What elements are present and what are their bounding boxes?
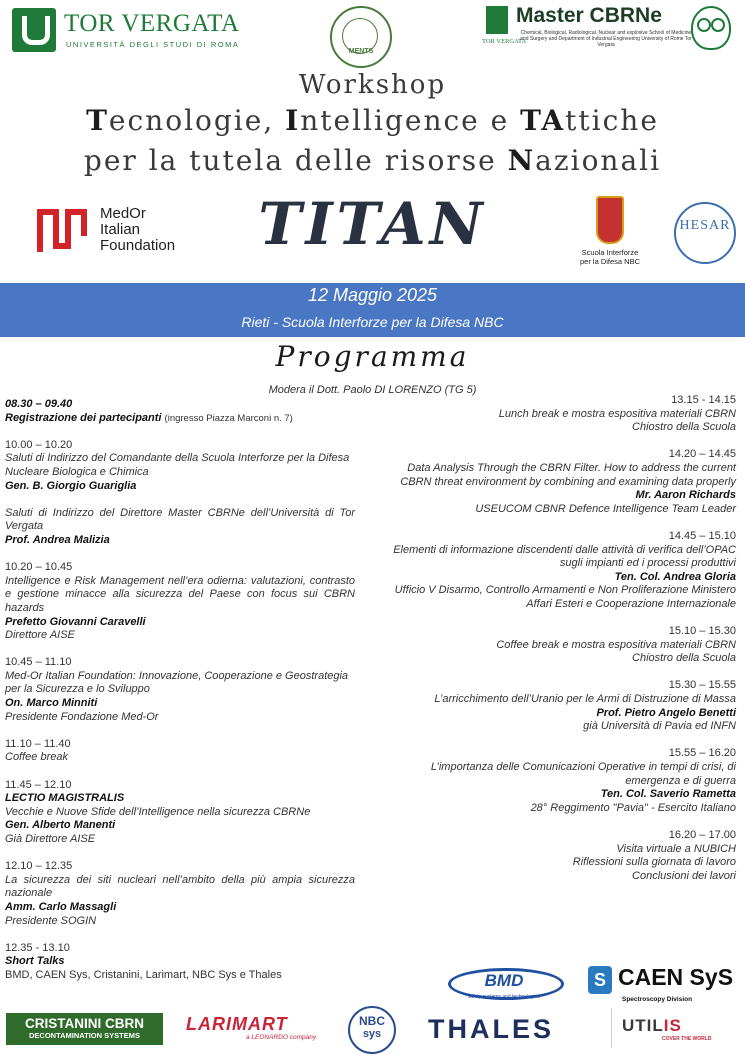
cristanini-name: CRISTANINI CBRN xyxy=(25,1016,144,1031)
scuola-line: Scuola Interforze xyxy=(581,248,639,257)
program-right-column xyxy=(386,394,736,897)
item-time: 12.10 – 12.35 xyxy=(5,860,73,873)
medor-line: Italian xyxy=(100,221,141,238)
scuola-text xyxy=(570,248,650,266)
program-item xyxy=(386,394,736,435)
event-place: Rieti - Scuola Interforze per la Difesa NBC xyxy=(241,314,504,330)
item-time: 14.20 – 14.45 xyxy=(668,448,736,461)
caen-subtitle: Spectroscopy Division xyxy=(622,996,693,1003)
title-line-3 xyxy=(0,144,745,177)
owl-icon xyxy=(691,6,731,50)
item-desc: Saluti di Indirizzo del Comandante della Scuola Interforze per la Difesa Nucleare Biologica e Chimica xyxy=(5,452,350,478)
item-desc: La sicurezza dei siti nucleari nell’ambito della più ampia sicurezza nazionale xyxy=(5,873,355,900)
item-role: Presidente Fondazione Med-Or xyxy=(5,710,159,723)
program-item xyxy=(386,679,736,733)
item-time: 16.20 – 17.00 xyxy=(668,829,736,841)
bmd-name: BMD xyxy=(484,971,524,990)
acronym-letter-i: I xyxy=(285,104,301,137)
item-desc: Coffee break e mostra espositiva materiali CBRN xyxy=(496,638,736,651)
item-time: 13.15 - 14.15 xyxy=(671,394,736,406)
item-role: USEUCOM CBNR Defence Intelligence Team Leader xyxy=(475,502,736,515)
cbrne-mark-icon xyxy=(486,6,508,34)
event-date: 12 Maggio 2025 xyxy=(307,285,438,305)
hesar-logo xyxy=(674,202,736,264)
program-item xyxy=(5,942,355,983)
item-speaker: Prof. Pietro Angelo Benetti xyxy=(596,706,736,719)
acronym-letter-n: N xyxy=(507,144,536,177)
item-role: Già Direttore AISE xyxy=(5,833,96,845)
item-note: (ingresso Piazza Marconi n. 7) xyxy=(164,412,293,424)
program-item xyxy=(386,625,736,666)
item-desc: Saluti di Indirizzo del Direttore Master CBRNe dell’Università di Tor Vergata xyxy=(5,506,355,533)
scuola-line: per la Difesa NBC xyxy=(579,257,641,266)
utilis-name-b: IS xyxy=(663,1016,682,1035)
cristanini-subtitle: DECONTAMINATION SYSTEMS xyxy=(29,1031,140,1040)
item-time: 15.55 – 16.20 xyxy=(668,747,736,760)
item-role: Chiostro della Scuola xyxy=(632,652,736,665)
tor-vergata-mark-icon xyxy=(12,8,56,52)
nbc-subtitle: sys xyxy=(362,1028,382,1040)
medor-line: Foundation xyxy=(100,237,176,254)
item-time: 14.45 – 15.10 xyxy=(668,529,736,542)
item-speaker: Prof. Andrea Malizia xyxy=(5,533,110,546)
title-part: ecnologie, xyxy=(108,104,286,137)
item-role: Presidente SOGIN xyxy=(5,914,97,927)
item-time: 10.00 – 10.20 xyxy=(5,438,73,451)
item-desc: Registrazione dei partecipanti (ingresso Piazza Marconi n. 7) xyxy=(5,411,293,424)
item-time: 11.10 – 11.40 xyxy=(5,737,71,750)
item-time: 10.45 – 11.10 xyxy=(5,656,72,669)
item-time: 11.45 – 12.10 xyxy=(5,778,72,791)
item-desc: L’importanza delle Comunicazioni Operative in tempi di crisi, di emergenza e di guerra xyxy=(430,761,736,787)
utilis-logo xyxy=(618,1016,738,1048)
master-cbrne-logo xyxy=(482,4,731,58)
item-desc: Coffee break xyxy=(5,751,68,764)
bmd-logo xyxy=(448,968,560,1002)
program-item xyxy=(5,507,355,548)
item-label: LECTIO MAGISTRALIS xyxy=(5,792,125,805)
program-item xyxy=(5,439,355,493)
item-role: Conclusioni dei lavori xyxy=(632,869,736,882)
item-role: 28° Reggimento "Pavia" - Esercito Italiano xyxy=(530,801,736,814)
item-role: già Università di Pavia ed INFN xyxy=(583,720,736,733)
medor-line: MedOr xyxy=(100,205,146,222)
acronym-letter-t: T xyxy=(86,104,109,137)
program-item xyxy=(5,738,355,765)
program-item xyxy=(386,448,736,516)
program-item xyxy=(5,561,355,643)
item-speaker: Gen. Alberto Manenti xyxy=(5,819,116,832)
item-desc: Lunch break e mostra espositiva materiali CBRN xyxy=(498,407,736,420)
titan-title: TITAN xyxy=(258,190,487,258)
larimart-subtitle: a LEONARDO company xyxy=(246,1034,317,1041)
item-speaker: On. Marco Minniti xyxy=(5,697,98,710)
title-part: azionali xyxy=(535,144,662,177)
bmd-subtitle: safety systems and technologies xyxy=(467,994,541,1000)
item-role: Direttore AISE xyxy=(5,629,75,642)
caen-logo xyxy=(588,964,738,1006)
title-part: ntelligence e xyxy=(300,104,521,137)
program-item xyxy=(5,398,355,425)
title-line-2 xyxy=(0,104,745,137)
caen-name: CAEN SyS xyxy=(618,964,734,990)
program-left-column xyxy=(5,398,355,996)
hesar-text: HESAR xyxy=(679,218,731,233)
shield-icon xyxy=(596,196,624,244)
item-time: 15.30 – 15.55 xyxy=(668,679,736,692)
master-seal-logo xyxy=(330,6,392,68)
item-time: 08.30 – 09.40 xyxy=(5,398,73,410)
tor-vergata-subtitle: UNIVERSITÀ DEGLI STUDI DI ROMA xyxy=(66,40,240,49)
thales-logo: THALES xyxy=(428,1014,554,1044)
item-role: Riflessioni sulla giornata di lavoro xyxy=(572,856,736,869)
program-heading: Programma xyxy=(275,340,470,373)
item-role: Ufficio V Disarmo, Controllo Armamenti e Non Proliferazione Ministero Affari Esteri e Cooperazione Internazionale xyxy=(394,584,736,610)
item-desc: Vecchie e Nuove Sfide dell’Intelligence nella sicurezza CBRNe xyxy=(5,805,311,818)
cbrne-title: Master CBRNe xyxy=(516,4,662,27)
larimart-name: LARIMART xyxy=(186,1014,288,1034)
program-item xyxy=(386,829,736,883)
acronym-letters-ta: TA xyxy=(520,104,566,137)
cristanini-logo xyxy=(6,1013,163,1045)
item-role: Chiostro della Scuola xyxy=(632,421,736,434)
tor-vergata-name: TOR VERGATA xyxy=(64,10,240,37)
item-time: 10.20 – 10.45 xyxy=(5,561,73,574)
item-speaker: Amm. Carlo Massagli xyxy=(5,900,117,913)
item-desc: Intelligence e Risk Management nell’era odierna: valutazioni, contrasto e gestione minacce alla sicurezza del Paese con focus sui CBRN hazards xyxy=(5,574,355,614)
item-speaker: Gen. B. Giorgio Guariglia xyxy=(5,479,137,492)
utilis-name xyxy=(622,1016,682,1036)
program-item xyxy=(386,530,736,612)
item-speaker: Mr. Aaron Richards xyxy=(635,489,736,502)
program-item xyxy=(5,860,355,928)
item-desc: L’arricchimento dell’Uranio per le Armi di Distruzione di Massa xyxy=(434,693,736,706)
utilis-subtitle: COVER THE WORLD xyxy=(662,1036,712,1042)
item-speaker: Ten. Col. Andrea Gloria xyxy=(614,570,736,583)
item-desc: Elementi di informazione discendenti dalle attività di verifica dell’OPAC sugli impianti ed i processi produttivi xyxy=(393,543,736,570)
seal-text: MENTS xyxy=(348,48,374,55)
program-item xyxy=(5,656,355,724)
item-time: 15.10 – 15.30 xyxy=(668,625,736,638)
program-item xyxy=(5,779,355,847)
item-speaker: Prefetto Giovanni Caravelli xyxy=(5,615,146,628)
workshop-label: Workshop xyxy=(298,70,447,100)
moderator-line: Modera il Dott. Paolo DI LORENZO (TG 5) xyxy=(268,384,477,396)
nbc-name: NBC xyxy=(359,1014,385,1028)
caen-hex-icon: S xyxy=(588,966,612,994)
sponsor-divider xyxy=(611,1008,612,1048)
title-part: ttiche xyxy=(565,104,659,137)
scuola-logo xyxy=(570,196,650,270)
item-desc: BMD, CAEN Sys, Cristanini, Larimart, NBC Sys e Thales xyxy=(5,968,282,981)
tor-vergata-logo xyxy=(12,8,240,56)
item-time: 12.35 - 13.10 xyxy=(5,941,70,954)
item-desc: Med-Or Italian Foundation: Innovazione, Cooperazione e Geostrategia per la Sicurezza e lo Sviluppo xyxy=(5,669,349,696)
larimart-logo xyxy=(186,1014,330,1044)
item-label: Short Talks xyxy=(5,955,65,968)
item-desc: Visita virtuale a NUBICH xyxy=(616,842,736,855)
nbc-sys-logo xyxy=(348,1006,396,1054)
utilis-name-a: UTIL xyxy=(622,1016,664,1035)
title-part: per la tutela delle risorse xyxy=(83,144,508,177)
cbrne-tv-label: TOR VERGATA xyxy=(482,38,527,45)
item-desc: Data Analysis Through the CBRN Filter. How to address the current CBRN threat environment by combining and examining data properly xyxy=(400,461,736,488)
program-item xyxy=(386,747,736,815)
item-speaker: Ten. Col. Saverio Rametta xyxy=(600,788,736,801)
cbrne-subtitle: Chemical, Biological, Radiological, Nuclear and explosive School of Medicine and Surgery and Department of Industrial Engineering University of Rome Tor Vergata xyxy=(520,30,692,48)
date-place-band xyxy=(0,283,745,337)
